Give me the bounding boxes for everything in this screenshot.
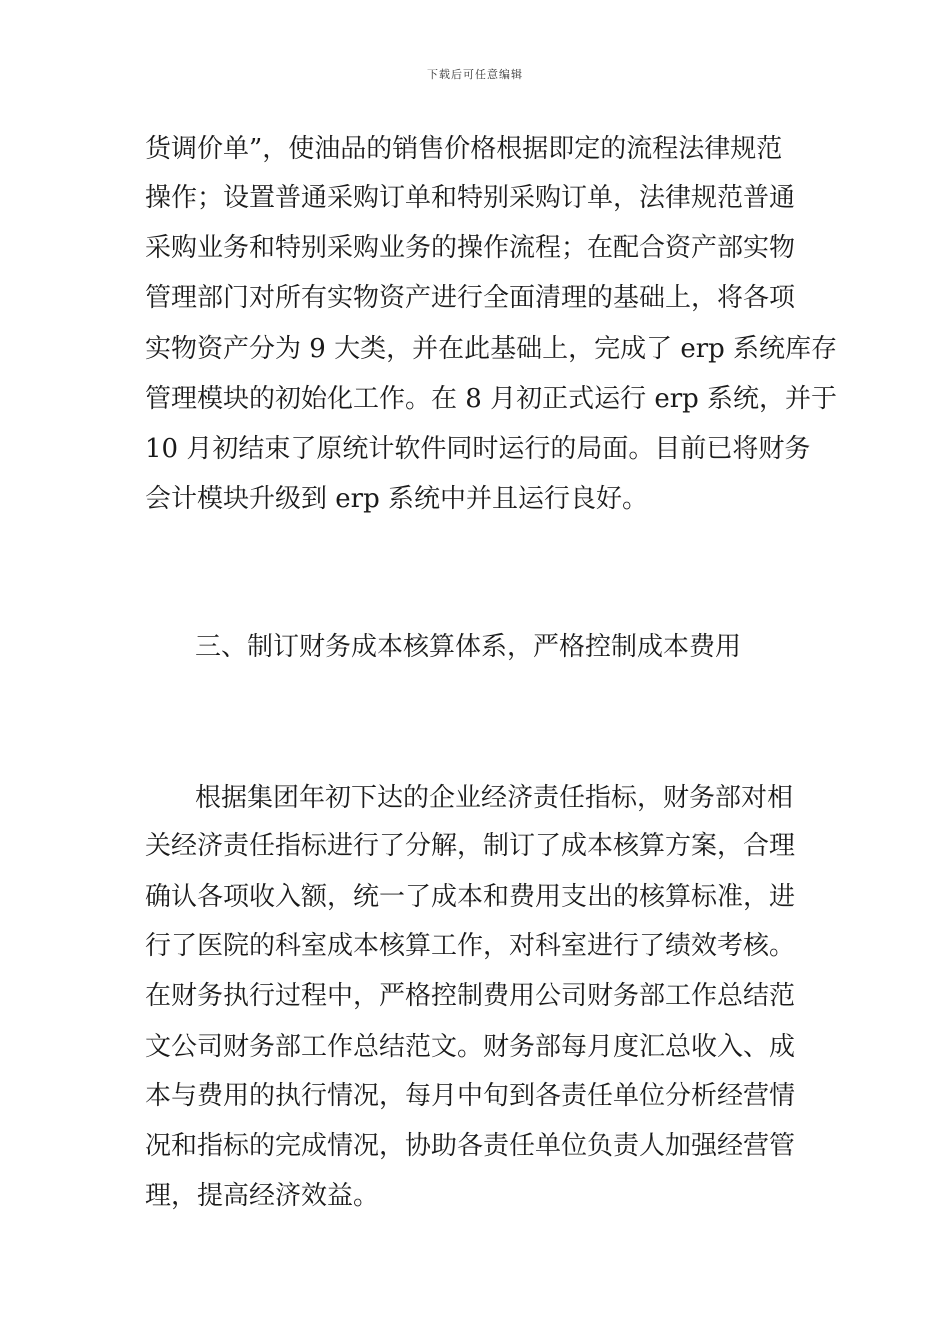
paragraph-1-line: 10 月初结束了原统计软件同时运行的局面。目前已将财务 xyxy=(145,434,811,464)
paragraph-1-line: 操作；设置普通采购订单和特别采购订单，法律规范普通 xyxy=(145,183,796,213)
paragraph-1-line: 货调价单”，使油品的销售价格根据即定的流程法律规范 xyxy=(145,134,783,164)
paragraph-2-line: 根据集团年初下达的企业经济责任指标，财务部对相 xyxy=(195,783,794,813)
paragraph-1-line: 实物资产分为 9 大类，并在此基础上，完成了 erp 系统库存 xyxy=(145,334,838,364)
paragraph-1-line: 采购业务和特别采购业务的操作流程；在配合资产部实物 xyxy=(145,233,796,263)
paragraph-1-line: 管理部门对所有实物资产进行全面清理的基础上，将各项 xyxy=(145,283,796,313)
paragraph-2-line: 文公司财务部工作总结范文。财务部每月度汇总收入、成 xyxy=(145,1032,796,1062)
paragraph-2-line: 关经济责任指标进行了分解，制订了成本核算方案，合理 xyxy=(145,831,796,861)
paragraph-2-line: 理，提高经济效益。 xyxy=(145,1181,380,1211)
paragraph-2-line: 在财务执行过程中，严格控制费用公司财务部工作总结范 xyxy=(145,981,796,1011)
paragraph-2-line: 况和指标的完成情况，协助各责任单位负责人加强经营管 xyxy=(145,1131,796,1161)
paragraph-2-line: 确认各项收入额，统一了成本和费用支出的核算标准，进 xyxy=(145,882,796,912)
section-heading: 三、制订财务成本核算体系，严格控制成本费用 xyxy=(195,632,742,662)
paragraph-1-line: 管理模块的初始化工作。在 8 月初正式运行 erp 系统，并于 xyxy=(145,384,838,414)
paragraph-2-line: 本与费用的执行情况，每月中旬到各责任单位分析经营情 xyxy=(145,1081,796,1111)
paragraph-1-line: 会计模块升级到 erp 系统中并且运行良好。 xyxy=(145,484,648,514)
page-header: 下载后可任意编辑 xyxy=(427,68,523,81)
paragraph-2-line: 行了医院的科室成本核算工作，对科室进行了绩效考核。 xyxy=(145,931,796,961)
